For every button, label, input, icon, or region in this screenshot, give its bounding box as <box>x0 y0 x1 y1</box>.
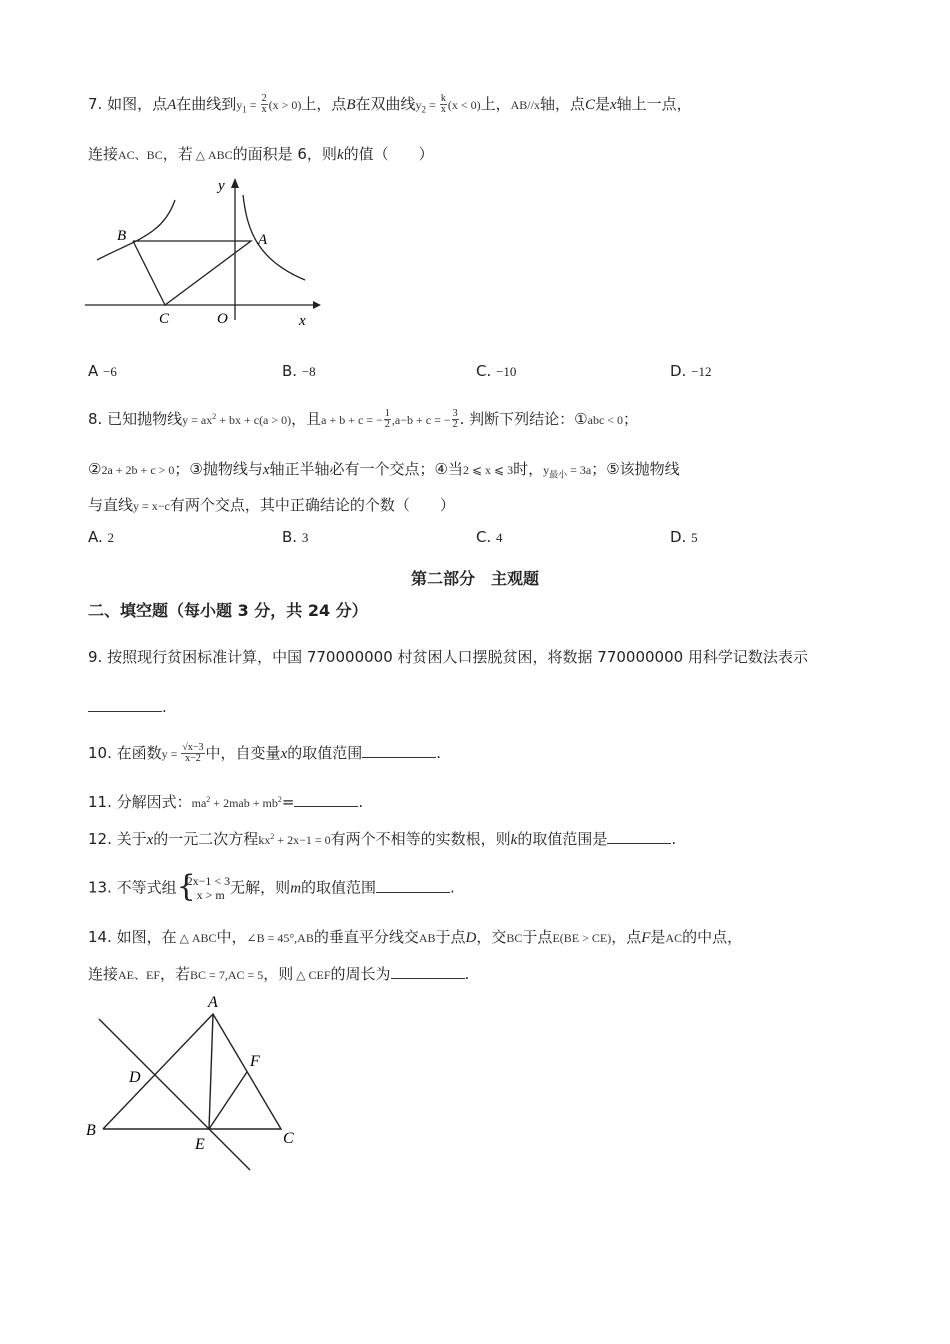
q8-option-d[interactable]: D. 5 <box>670 528 698 546</box>
q7-line1: 7. 如图，点A在曲线到$y_1$ = $\frac{2}{x}$ (x > 0)上，点B在双曲线$y_2$ = $\frac{k}{x}$ (x < 0)上，AB//x轴，点C是x轴上一点， <box>88 93 692 115</box>
q8-line1: 8. 已知抛物线$y = ax^2$ + bx + c(a > 0)，且a + b + c = − $\frac{1}{2}$ ,a−b + c = − $\frac{3}{2}$ . 判断下列结论：①abc < 0； <box>88 408 639 430</box>
curve-y1 <box>243 195 305 280</box>
q7-option-a[interactable]: A −6 <box>88 362 117 380</box>
q7-line2: 连接AC、BC，若 △ ABC的面积是 6，则k的值（ ） <box>88 145 434 163</box>
label-b: B <box>117 228 127 244</box>
q7-frac-y1: $\frac{2}{x}$ <box>261 93 267 115</box>
q8-frac-1: $\frac{1}{2}$ <box>384 408 390 430</box>
q9-blank[interactable] <box>88 696 162 712</box>
curve-y2 <box>97 200 175 260</box>
part-two-title: 第二部分 主观题 <box>410 569 539 588</box>
q8-option-c[interactable]: C. 4 <box>476 528 503 546</box>
label-f: F <box>250 1053 260 1070</box>
y-axis-arrow <box>231 178 239 188</box>
q9-text: 9. 按照现行贫困标准计算，中国 770000000 村贫困人口摆脱贫困，将数据 770000000 用科学记数法表示 <box>88 648 808 666</box>
q10-blank[interactable] <box>362 742 436 758</box>
q7-option-d[interactable]: D. −12 <box>670 362 712 380</box>
q10-line: 10. 在函数y = $\frac{√x-3}{x-2}$ 中，自变量x的取值范围 . <box>88 742 442 764</box>
label-e: E <box>195 1136 205 1153</box>
q8-option-a[interactable]: A. 2 <box>88 528 115 546</box>
q11-blank[interactable] <box>294 791 358 807</box>
q13-blank[interactable] <box>376 877 450 893</box>
q13-line: 13. 不等式组 { 2x−1 < 3 x > m 无解，则m的取值范围 . <box>88 869 455 904</box>
q7-figure <box>85 170 330 335</box>
label-c: C <box>159 311 170 327</box>
label-b: B <box>86 1122 96 1139</box>
segment-ae <box>209 1014 213 1129</box>
segment-ef <box>209 1072 247 1129</box>
x-axis-arrow <box>313 301 321 309</box>
q10-frac: $\frac{√x-3}{x-2}$ <box>182 742 204 764</box>
q8-option-b[interactable]: B. 3 <box>282 528 309 546</box>
q8-frac-2: $\frac{3}{2}$ <box>452 408 458 430</box>
perpendicular-bisector <box>99 1019 250 1170</box>
label-y: y <box>218 178 225 194</box>
label-a: A <box>258 232 268 248</box>
q14-line2: 连接AE、EF，若BC = 7,AC = 5，则 △ CEF的周长为 . <box>88 965 470 983</box>
q8-line3: 与直线y = x−c有两个交点，其中正确结论的个数（ ） <box>88 496 455 514</box>
q12-line: 12. 关于x的一元二次方程$kx^2 + 2x-1 = 0$有两个不相等的实数根，则k的取值范围是 . <box>88 830 677 848</box>
q14-blank[interactable] <box>391 963 465 979</box>
label-x: x <box>299 313 306 329</box>
label-c: C <box>283 1130 294 1147</box>
q14-line1: 14. 如图，在 △ ABC中，∠B = 45°,AB的垂直平分线交AB于点D，交BC于点E(BE > CE)，点F是AC的中点， <box>88 928 743 946</box>
q8-line2: ②2a + 2b + c > 0；③抛物线与x轴正半轴必有一个交点；④当2 ⩽ x ⩽ 3时，$y_{最小} = 3a$；⑤该抛物线 <box>88 460 680 481</box>
q12-blank[interactable] <box>607 828 671 844</box>
label-o: O <box>217 311 228 327</box>
q7-option-c[interactable]: C. −10 <box>476 362 517 380</box>
q14-figure <box>85 992 310 1177</box>
q11-line: 11. 分解因式：$ma^2 + 2mab + mb^2=$ . <box>88 793 364 811</box>
q7-frac-y2: $\frac{k}{x}$ <box>440 93 446 115</box>
q9-answer: . <box>88 696 167 716</box>
q7-option-b[interactable]: B. −8 <box>282 362 316 380</box>
label-d: D <box>129 1069 141 1086</box>
q13-inequality-system: { 2x−1 < 3 x > m <box>176 869 231 904</box>
triangle-abc <box>133 241 251 305</box>
label-a: A <box>208 994 218 1011</box>
section-fill-blank-title: 二、填空题（每小题 3 分，共 24 分） <box>88 601 368 620</box>
